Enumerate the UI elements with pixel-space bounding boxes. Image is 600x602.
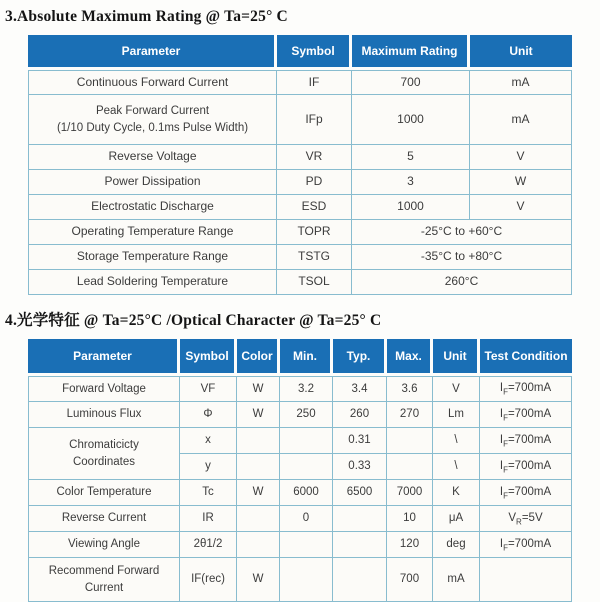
table-cell: Recommend Forward Current bbox=[28, 558, 180, 602]
table-cell: 250 bbox=[280, 402, 333, 428]
column-header: Maximum Rating bbox=[352, 35, 470, 70]
table-cell bbox=[280, 558, 333, 602]
table-cell: TSOL bbox=[277, 270, 352, 295]
table-cell: W bbox=[237, 402, 280, 428]
table-row bbox=[28, 95, 572, 145]
table-cell: 6500 bbox=[333, 480, 387, 506]
table-cell: W bbox=[237, 376, 280, 402]
table-cell: y bbox=[180, 454, 237, 480]
table-cell: 3.6 bbox=[387, 376, 433, 402]
column-header: Unit bbox=[433, 339, 480, 376]
column-header: Unit bbox=[470, 35, 572, 70]
table-cell: 3.2 bbox=[280, 376, 333, 402]
optical-character-table bbox=[28, 339, 572, 602]
table-cell: 10 bbox=[387, 506, 433, 532]
table-cell: Viewing Angle bbox=[28, 532, 180, 558]
table-cell: 120 bbox=[387, 532, 433, 558]
table-cell bbox=[333, 558, 387, 602]
table-cell bbox=[387, 428, 433, 454]
table-cell: Operating Temperature Range bbox=[28, 220, 277, 245]
table-cell: $I_F=700mA$ bbox=[480, 428, 572, 454]
table-cell: Tc bbox=[180, 480, 237, 506]
table-cell: IF(rec) bbox=[180, 558, 237, 602]
table-cell: TSTG bbox=[277, 245, 352, 270]
table-cell: 7000 bbox=[387, 480, 433, 506]
table-cell: 1000 bbox=[352, 95, 470, 145]
table-cell: W bbox=[237, 558, 280, 602]
table-cell: V bbox=[470, 195, 572, 220]
column-header: Symbol bbox=[180, 339, 237, 376]
table-cell: 1000 bbox=[352, 195, 470, 220]
table-cell: $I_F=700mA$ bbox=[480, 402, 572, 428]
table-cell: x bbox=[180, 428, 237, 454]
table-cell: 2θ1/2 bbox=[180, 532, 237, 558]
table-cell: mA bbox=[470, 95, 572, 145]
table-cell: 0.33 bbox=[333, 454, 387, 480]
table-row bbox=[28, 145, 572, 170]
column-header: Symbol bbox=[277, 35, 352, 70]
table-row bbox=[28, 532, 572, 558]
table-cell: 3 bbox=[352, 170, 470, 195]
table-cell: 0 bbox=[280, 506, 333, 532]
absolute-maximum-rating-title: 3.Absolute Maximum Rating @ Ta=25° C bbox=[5, 8, 288, 25]
table-cell: W bbox=[237, 480, 280, 506]
column-header: Typ. bbox=[333, 339, 387, 376]
table-cell bbox=[237, 454, 280, 480]
table-cell: Φ bbox=[180, 402, 237, 428]
table-cell: -35°C to +80°C bbox=[352, 245, 572, 270]
optical-character-title: 4.光学特征 @ Ta=25°C /Optical Character @ Ta=25° C bbox=[5, 312, 382, 329]
table-cell: IR bbox=[180, 506, 237, 532]
table-cell bbox=[480, 558, 572, 602]
table-row bbox=[28, 402, 572, 428]
table-cell: \ bbox=[433, 428, 480, 454]
header-row bbox=[28, 35, 572, 70]
table-cell: Storage Temperature Range bbox=[28, 245, 277, 270]
table-cell: -25°C to +60°C bbox=[352, 220, 572, 245]
table-cell: Lead Soldering Temperature bbox=[28, 270, 277, 295]
table-cell: Lm bbox=[433, 402, 480, 428]
table-row bbox=[28, 270, 572, 295]
table-cell: 270 bbox=[387, 402, 433, 428]
table-cell: Reverse Current bbox=[28, 506, 180, 532]
table-cell: mA bbox=[433, 558, 480, 602]
table-cell: VF bbox=[180, 376, 237, 402]
table-cell: PD bbox=[277, 170, 352, 195]
table-cell bbox=[237, 532, 280, 558]
table-cell: V bbox=[470, 145, 572, 170]
table-cell: Forward Voltage bbox=[28, 376, 180, 402]
table-cell: 3.4 bbox=[333, 376, 387, 402]
table-cell: K bbox=[433, 480, 480, 506]
table-row bbox=[28, 376, 572, 402]
table-cell: Power Dissipation bbox=[28, 170, 277, 195]
table-cell: Continuous Forward Current bbox=[28, 70, 277, 95]
table-cell: $I_F=700mA$ bbox=[480, 376, 572, 402]
table-cell: IFp bbox=[277, 95, 352, 145]
column-header: Color bbox=[237, 339, 280, 376]
table-row bbox=[28, 70, 572, 95]
table-cell: IF bbox=[277, 70, 352, 95]
table-cell: mA bbox=[470, 70, 572, 95]
table-cell: V bbox=[433, 376, 480, 402]
table-cell bbox=[280, 454, 333, 480]
table-cell: VR bbox=[277, 145, 352, 170]
table-cell: 700 bbox=[352, 70, 470, 95]
table-cell: Electrostatic Discharge bbox=[28, 195, 277, 220]
table-row bbox=[28, 558, 572, 602]
table-cell: 260°C bbox=[352, 270, 572, 295]
table-row bbox=[28, 506, 572, 532]
table-cell: $I_F=700mA$ bbox=[480, 454, 572, 480]
column-header: Parameter bbox=[28, 339, 180, 376]
absolute-maximum-rating-table bbox=[28, 35, 572, 295]
header-row bbox=[28, 339, 572, 376]
table-cell bbox=[280, 428, 333, 454]
table-cell: W bbox=[470, 170, 572, 195]
table-row bbox=[28, 428, 572, 454]
table-cell: ESD bbox=[277, 195, 352, 220]
table-cell: 5 bbox=[352, 145, 470, 170]
table-cell: $I_F=700mA$ bbox=[480, 480, 572, 506]
table-row bbox=[28, 195, 572, 220]
table-cell: deg bbox=[433, 532, 480, 558]
table-cell: Luminous Flux bbox=[28, 402, 180, 428]
table-cell: Chromaticicty Coordinates bbox=[28, 428, 180, 480]
table-row bbox=[28, 220, 572, 245]
table-cell bbox=[333, 532, 387, 558]
table-row bbox=[28, 170, 572, 195]
table-cell bbox=[333, 506, 387, 532]
table-cell: $I_F=700mA$ bbox=[480, 532, 572, 558]
column-header: Parameter bbox=[28, 35, 277, 70]
table-cell: \ bbox=[433, 454, 480, 480]
table-cell: 260 bbox=[333, 402, 387, 428]
table-row bbox=[28, 480, 572, 506]
column-header: Max. bbox=[387, 339, 433, 376]
table-cell: 700 bbox=[387, 558, 433, 602]
table-cell: Peak Forward Current (1/10 Duty Cycle, 0.1ms Pulse Width) bbox=[28, 95, 277, 145]
table-cell: Reverse Voltage bbox=[28, 145, 277, 170]
table-cell: $V_R=5V$ bbox=[480, 506, 572, 532]
table-cell bbox=[237, 428, 280, 454]
column-header: Min. bbox=[280, 339, 333, 376]
table-cell: TOPR bbox=[277, 220, 352, 245]
table-cell bbox=[280, 532, 333, 558]
table-cell bbox=[237, 506, 280, 532]
table-cell: μA bbox=[433, 506, 480, 532]
table-cell: 6000 bbox=[280, 480, 333, 506]
table-cell bbox=[387, 454, 433, 480]
table-cell: 0.31 bbox=[333, 428, 387, 454]
table-cell: Color Temperature bbox=[28, 480, 180, 506]
column-header: Test Condition bbox=[480, 339, 572, 376]
table-row bbox=[28, 245, 572, 270]
